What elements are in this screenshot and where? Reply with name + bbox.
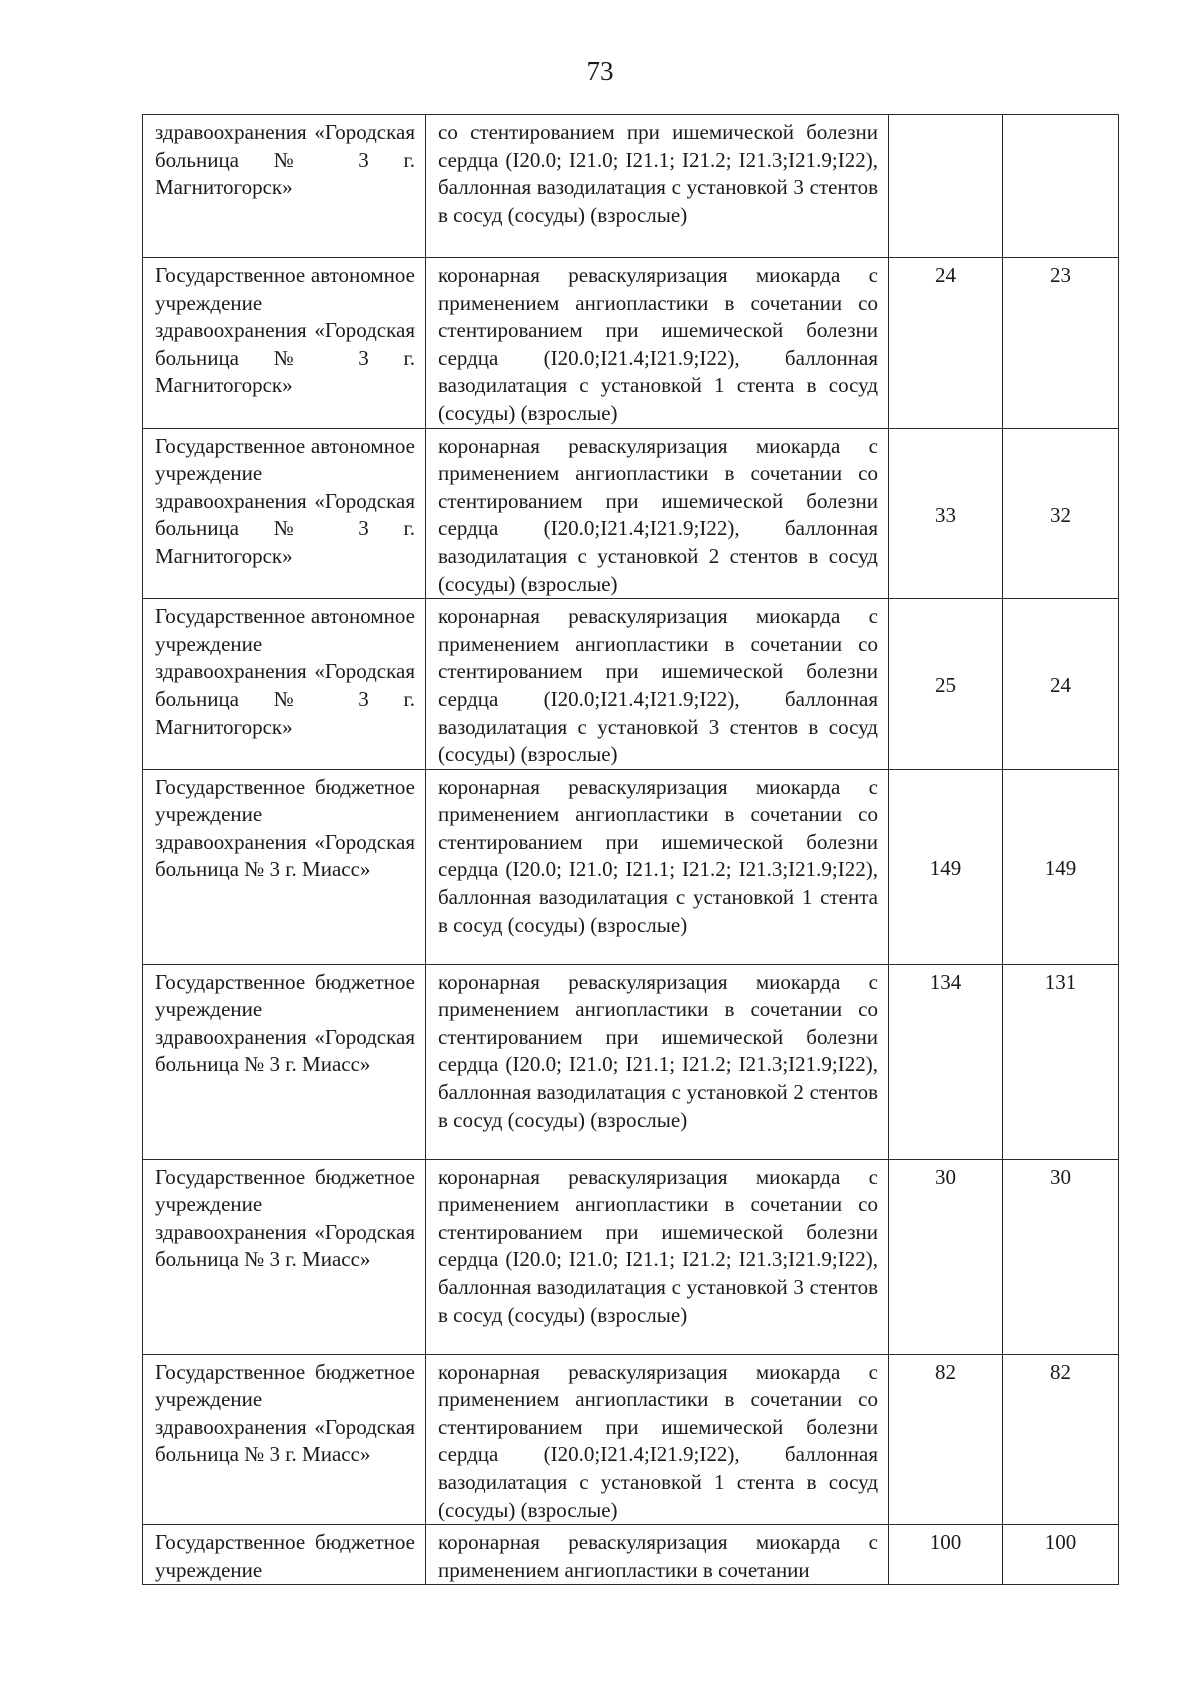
value-cell-2-text: 30 <box>1050 1164 1071 1189</box>
value-cell-2 <box>1003 115 1119 258</box>
value-cell-1 <box>889 1354 1003 1525</box>
procedure-cell-text: коронарная реваскуляризация миокарда с применением ангиопластики в сочетании <box>438 1530 878 1582</box>
data-table <box>142 114 1119 1585</box>
table-row <box>143 258 1119 429</box>
institution-cell-text: здравоохранения «Городская больница № 3 г. Магнитогорск» <box>155 120 415 200</box>
institution-cell <box>143 1525 426 1585</box>
value-cell-1 <box>889 599 1003 770</box>
table-body <box>143 115 1119 1585</box>
institution-cell-text: Государственное бюджетное учреждение <box>155 1530 415 1582</box>
institution-cell-text: Государственное бюджетное учреждение здравоохранения «Городская больница № 3 г. Миасс» <box>155 1164 415 1272</box>
table-row <box>143 1354 1119 1525</box>
value-cell-2 <box>1003 769 1119 964</box>
procedure-cell-text: коронарная реваскуляризация миокарда с применением ангиопластики в сочетании со стентированием при ишемической болезни сердца (I20.0;I21.4;I21.9;I22), баллонная вазодилатация с установкой 2 стентов в сосуд (сосуды) (взрослые) <box>438 433 878 596</box>
value-cell-1 <box>889 1159 1003 1354</box>
procedure-cell <box>426 428 889 599</box>
value-cell-1 <box>889 964 1003 1159</box>
value-cell-2 <box>1003 1159 1119 1354</box>
value-cell-2 <box>1003 1354 1119 1525</box>
value-cell-1-text: 30 <box>935 1164 956 1189</box>
procedure-cell <box>426 1354 889 1525</box>
value-cell-1-text: 149 <box>929 855 962 880</box>
procedure-cell <box>426 115 889 258</box>
institution-cell <box>143 428 426 599</box>
institution-cell-text: Государственное бюджетное учреждение здравоохранения «Городская больница № 3 г. Миасс» <box>155 1359 415 1467</box>
value-cell-1 <box>889 258 1003 429</box>
value-cell-1 <box>889 428 1003 599</box>
institution-cell-text: Государственное автономное учреждение здравоохранения «Городская больница № 3 г. Магнитогорск» <box>155 433 415 568</box>
procedure-cell-text: коронарная реваскуляризация миокарда с применением ангиопластики в сочетании со стентированием при ишемической болезни сердца (I20.0; I21.0; I21.1; I21.2; I21.3;I21.9;I22), баллонная вазодилатация с установкой 3 стентов в сосуд (сосуды) (взрослые) <box>438 1164 878 1327</box>
value-cell-2 <box>1003 964 1119 1159</box>
institution-cell <box>143 964 426 1159</box>
institution-cell <box>143 769 426 964</box>
institution-cell-text: Государственное бюджетное учреждение здравоохранения «Городская больница № 3 г. Миасс» <box>155 969 415 1077</box>
value-cell-2 <box>1003 1525 1119 1585</box>
value-cell-1-text: 24 <box>935 263 956 287</box>
table-row <box>143 1525 1119 1585</box>
institution-cell <box>143 599 426 770</box>
procedure-cell <box>426 1525 889 1585</box>
value-cell-1-text: 33 <box>935 502 956 527</box>
value-cell-1 <box>889 1525 1003 1585</box>
procedure-cell-text: коронарная реваскуляризация миокарда с применением ангиопластики в сочетании со стентированием при ишемической болезни сердца (I20.0;I21.4;I21.9;I22), баллонная вазодилатация с установкой 1 стента в сосуд (сосуды) (взрослые) <box>438 263 878 425</box>
value-cell-2-text: 32 <box>1050 502 1071 527</box>
procedure-cell-text: коронарная реваскуляризация миокарда с применением ангиопластики в сочетании со стентированием при ишемической болезни сердца (I20.0; I21.0; I21.1; I21.2; I21.3;I21.9;I22), баллонная вазодилатация с установкой 2 стентов в сосуд (сосуды) (взрослые) <box>438 969 878 1132</box>
procedure-cell-text: коронарная реваскуляризация миокарда с применением ангиопластики в сочетании со стентированием при ишемической болезни сердца (I20.0; I21.0; I21.1; I21.2; I21.3;I21.9;I22), баллонная вазодилатация с установкой 1 стента в сосуд (сосуды) (взрослые) <box>438 774 878 937</box>
table-row <box>143 115 1119 258</box>
institution-cell <box>143 1354 426 1525</box>
table-row <box>143 964 1119 1159</box>
value-cell-2-text: 82 <box>1050 1359 1071 1384</box>
value-cell-1-text: 134 <box>929 969 962 994</box>
table-row <box>143 1159 1119 1354</box>
institution-cell <box>143 258 426 429</box>
value-cell-2 <box>1003 258 1119 429</box>
value-cell-1 <box>889 769 1003 964</box>
page-number: 73 <box>586 56 614 86</box>
institution-cell-text: Государственное бюджетное учреждение здравоохранения «Городская больница № 3 г. Миасс» <box>155 774 415 882</box>
table-row <box>143 769 1119 964</box>
value-cell-1-text: 100 <box>929 1530 962 1555</box>
procedure-cell <box>426 599 889 770</box>
institution-cell-text: Государственное автономное учреждение здравоохранения «Городская больница № 3 г. Магнитогорск» <box>155 263 415 398</box>
procedure-cell <box>426 1159 889 1354</box>
value-cell-1 <box>889 115 1003 258</box>
table-row <box>143 428 1119 599</box>
value-cell-2-text: 24 <box>1050 673 1071 698</box>
institution-cell-text: Государственное автономное учреждение здравоохранения «Городская больница № 3 г. Магнитогорск» <box>155 604 415 739</box>
value-cell-2 <box>1003 599 1119 770</box>
value-cell-1-text: 82 <box>935 1359 956 1384</box>
procedure-cell <box>426 769 889 964</box>
procedure-cell-text: со стентированием при ишемической болезни сердца (I20.0; I21.0; I21.1; I21.2; I21.3;I21.9;I22), баллонная вазодилатация с установкой 3 стентов в сосуд (сосуды) (взрослые) <box>438 120 878 227</box>
procedure-cell-text: коронарная реваскуляризация миокарда с применением ангиопластики в сочетании со стентированием при ишемической болезни сердца (I20.0;I21.4;I21.9;I22), баллонная вазодилатация с установкой 1 стента в сосуд (сосуды) (взрослые) <box>438 1359 878 1522</box>
value-cell-2-text: 23 <box>1050 263 1071 287</box>
value-cell-1-text: 25 <box>935 673 956 698</box>
institution-cell <box>143 1159 426 1354</box>
table-row <box>143 599 1119 770</box>
value-cell-2-text: 100 <box>1044 1530 1077 1555</box>
value-cell-2 <box>1003 428 1119 599</box>
value-cell-2-text: 149 <box>1044 855 1077 880</box>
procedure-cell <box>426 964 889 1159</box>
procedure-cell <box>426 258 889 429</box>
institution-cell <box>143 115 426 258</box>
value-cell-2-text: 131 <box>1044 969 1077 994</box>
procedure-cell-text: коронарная реваскуляризация миокарда с применением ангиопластики в сочетании со стентированием при ишемической болезни сердца (I20.0;I21.4;I21.9;I22), баллонная вазодилатация с установкой 3 стентов в сосуд (сосуды) (взрослые) <box>438 604 878 767</box>
